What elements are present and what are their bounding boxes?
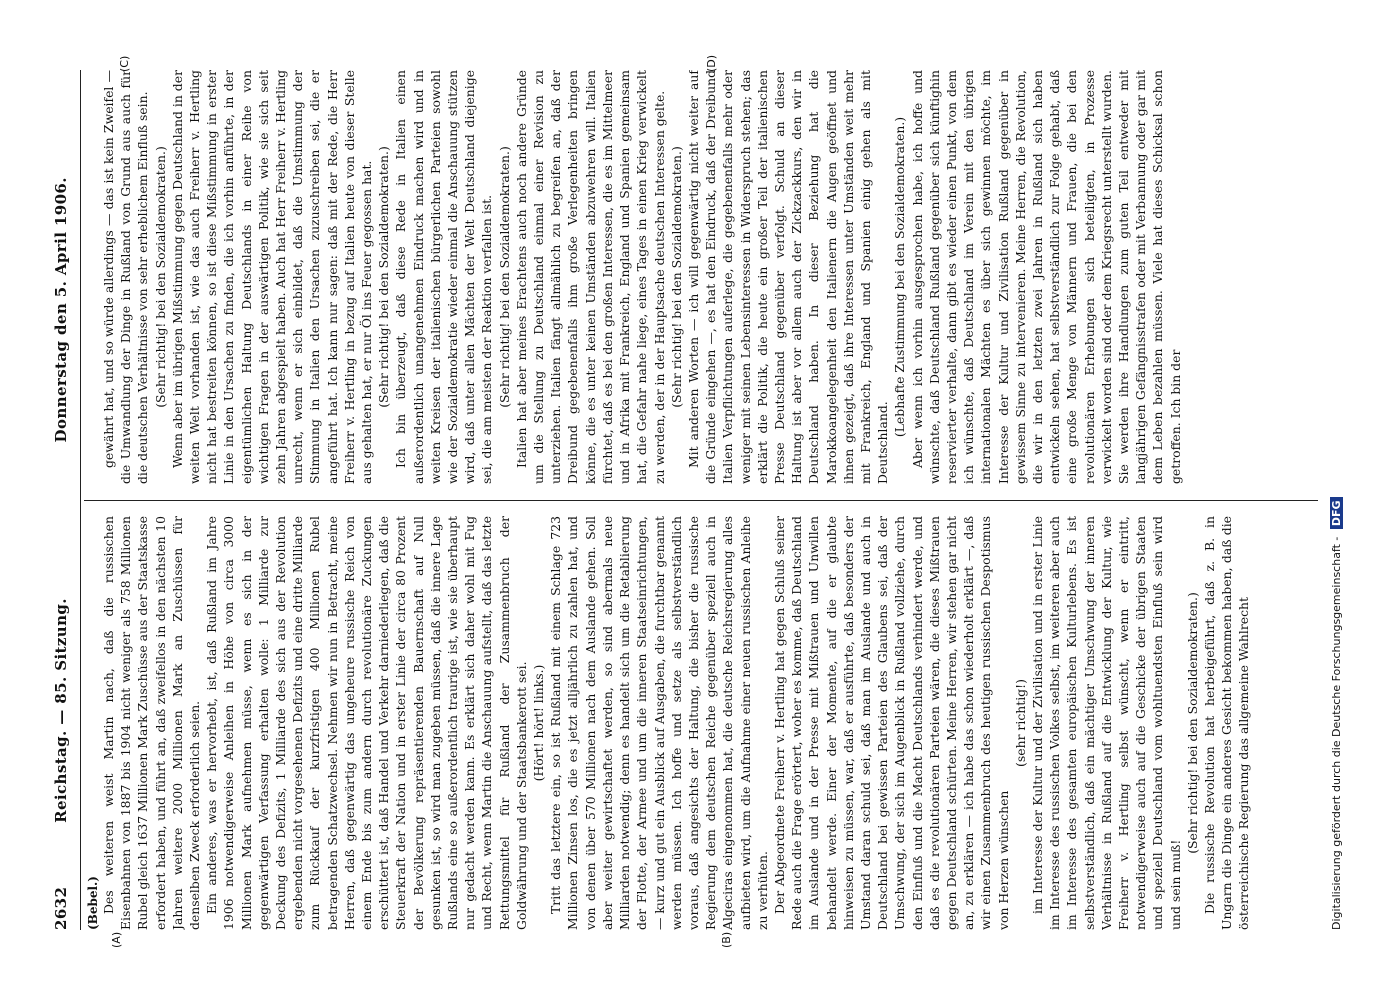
paragraph: (Sehr richtig! bei den Sozialdemokraten.) [376, 146, 392, 408]
paragraph: (Sehr richtig! bei den Sozialdemokraten.) [152, 146, 168, 408]
column-divider [84, 500, 1318, 501]
margin-mark-c: (C) [118, 55, 131, 72]
paragraph: Des weiteren weist Martin nach, daß die russischen Eisenbahnen von 1887 bis 1904 nicht weniger als 758 Millionen Rubel gleich 1637 Millionen Mark Zuschüsse aus der Staatskasse erfordert haben, und führt an, daß zweifellos in den nächsten 10 Jahren weitere 2000 Millionen Mark an Zuschüssen für denselben Zweck erforderlich seien. [101, 516, 203, 930]
margin-mark-b: (B) [720, 931, 733, 948]
header-titles [52, 70, 70, 930]
paragraph: (Sehr richtig! bei den Sozialdemokraten.) [668, 146, 684, 408]
page-header [52, 70, 78, 930]
right-column [100, 70, 1315, 484]
paragraph: Die russische Revolution hat herbeigeführt, daß z. B. in Ungarn die Dinge ein anderes Gesicht bekommen haben, daß die österreichische Regierung das allgemeine Wahlrecht [1202, 516, 1252, 930]
paragraph: (sehr richtig!) [1012, 679, 1028, 767]
header-right-title: Donnerstag den 5. April 1906. [52, 177, 70, 443]
paragraph: Ein anderes, was er hervorhebt, ist, daß Rußland im Jahre 1906 notwendigerweise Anleihen in Höhe von circa 3000 Millionen Mark aufnehmen müsse, wenn es sich in der gegenwärtigen Verfassung erhalten wolle: 1 Milliarde zur Deckung des Defizits, 1 Milliarde des sich aus der Revolution ergebenden nicht vorgesehenen Defizits und eine dritte Milliarde zum Rückkauf der kurzfristigen 400 Millionen Rubel betragenden Schatzwechsel. Nehmen wir nun in Betracht, meine Herren, daß gegenwärtig das ungeheure russische Reich von einem Ende bis zum andern durch revolutionäre Zuckungen erschüttert ist, daß Handel und Verkehr darniederliegen, daß die Steuerkraft der Nation und in erster Linie der circa 80 Prozent der Bevölkerung repräsentierenden Bauernschaft auf Null gesunken ist, so wird man zugeben müssen, daß die innere Lage Rußlands eine so außerordentlich traurige ist, wie sie überhaupt nur gedacht werden kann. Es erklärt sich daher wohl mit Fug und Recht, wenn Martin die Anschauung aufstellt, daß das letzte Rettungsmittel für Rußland der Zusammenbruch der Goldwährung und der Staatsbankerott sei. [204, 516, 529, 930]
paragraph: (Sehr richtig! bei den Sozialdemokraten.) [1184, 592, 1200, 854]
paragraph: Mit anderen Worten — ich will gegenwärtig nicht weiter auf die Gründe eingehen —, es hat den Eindruck, daß der Dreibund Italien Verpflichtungen auferlege, die gegebenenfalls mehr oder weniger mit seinen Lebensinteressen in Widerspruch stehen; das erklärt die Politik, die heute ein großer Teil der italienischen Presse Deutschland gegenüber verfolgt. Schuld an dieser Haltung ist aber vor allem auch der Zickzackkurs, den wir in Deutschland haben. In dieser Beziehung hat die Marokkoangelegenheit den Italienern die Augen geöffnet und ihnen gezeigt, daß ihre Interessen unter Umständen weit mehr mit Frankreich, England und Spanien einig gehen als mit Deutschland. [685, 70, 891, 484]
left-column [100, 516, 1315, 930]
margin-mark-d: (D) [705, 54, 718, 72]
header-rule [80, 70, 81, 930]
paragraph: Italien hat aber meines Erachtens auch noch andere Gründe um die Stellung zu Deutschland einmal einer Revision zu unterziehen. Italien fängt allmählich zu begreifen an, daß der Dreibund gegebenenfalls ihm große Verlegenheiten bringen könne, die es unter keinen Umständen abzuwehren will. Italien fürchtet, daß es bei den großen Interessen, die es im Mittelmeer und in Afrika mit Frankreich, England und Spanien gemeinsam hat, die Gefahr nahe liege, eines Tages in einen Krieg verwickelt zu werden, der in der Hauptsache deutschen Interessen gelte. [513, 70, 667, 484]
speaker-name: (Bebel.) [86, 876, 100, 930]
paragraph: Ich bin überzeugt, daß diese Rede in Italien einen außerordentlich unangenehmen Eindruck machen wird und in weiten Kreisen der italienischen bürgerlichen Parteien sowohl wie der Sozialdemokratie wieder einmal die Anschauung stützen wird, daß unter allen Mächten der Welt Deutschland diejenige sei, die am meisten der Reaktion verfallen ist. [393, 70, 495, 484]
paragraph: Der Abgeordnete Freiherr v. Hertling hat gegen Schluß seiner Rede auch die Frage erörtert, woher es komme, daß Deutschland im Auslande und in der Presse mit Mißtrauen und Unwillen behandelt werde. Einer der Momente, auf die er glaubte hinweisen zu müssen, war, daß er ausführte, daß besonders der Umstand daran schuld sei, daß man im Auslande und auch in Deutschland bei gewissen Parteien des Glaubens sei, daß der Umschwung, der sich im Augenblick in Rußland vollziehe, durch den Einfluß und die Macht Deutschlands verhindert werde, und daß es die revolutionären Parteien wären, die dieses Mißtrauen gegen Deutschland schürten. Meine Herren, wir stehen gar nicht an, zu erklären — ich habe das schon wiederholt erklärt —, daß wir einen Zusammenbruch des heutigen russischen Despotismus von Herzen wünschen [771, 516, 1011, 930]
paragraph: Tritt das letztere ein, so ist Rußland mit einem Schlage 723 Millionen Zinsen los, die es jetzt alljährlich zu zahlen hat, und von denen über 570 Millionen nach dem Auslande gehen. Soll aber weiter gewirtschaftet werden, so sind abermals neue Milliarden notwendig; denn es handelt sich um die Retablierung der Flotte, der Armee und um die inneren Staatseinrichtungen, — kurz und gut ein Ausblick auf Ausgaben, die furchtbar genannt werden müssen. Ich hoffe und setze als selbstverständlich voraus, daß angesichts der Haltung, die bisher die russische Regierung dem deutschen Reiche gegenüber speziell auch in Algeciras eingenommen hat, die deutsche Reichsregierung alles aufbieten wird, um die Aufnahme einer neuen russischen Anleihe zu verhüten. [548, 516, 770, 930]
paragraph: Aber wenn ich vorhin ausgesprochen habe, ich hoffe und wünschte, daß Deutschland Rußland gegenüber sich künftighin reservierter verhalte, dann gibt es wieder einen Punkt, von dem ich wünschte, daß Deutschland im Verein mit den übrigen internationalen Mächten es über sich gewinnen möchte, im Interesse der Kultur und Zivilisation Rußland gegenüber in gewissem Sinne zu intervenieren. Meine Herren, die Revolution, die wir in den letzten zwei Jahren in Rußland sich haben entwickeln sehen, hat selbstverständlich zur Folge gehabt, daß eine große Menge von Männern und Frauen, die bei den revolutionären Erhebungen sich beteiligten, in Prozesse verwickelt worden sind oder dem Kriegsrecht unterstellt wurden. Sie werden ihre Handlungen zum guten Teil entweder mit langjährigen Gefängnisstrafen oder mit Verbannung oder gar mit dem Leben bezahlen müssen. Viele hat dieses Schicksal schon getroffen. Ich bin der [909, 70, 1183, 484]
margin-mark-a: (A) [110, 931, 123, 948]
paragraph: gewährt hat, und so würde allerdings — das ist kein Zweifel — die Umwandlung der Dinge in Rußland von Grund aus auch für die deutschen Verhältnisse von sehr erheblichem Einfluß sein. [101, 70, 151, 484]
page-number: 2632 [52, 886, 70, 930]
paragraph: Wenn aber im übrigen Mißstimmung gegen Deutschland in der weiten Welt vorhanden ist, wie das auch Freiherr v. Hertling nicht hat bestreiten können, so ist diese Mißstimmung in erster Linie in den Ursachen zu finden, die ich vorhin anführte, in der eigentümlichen Haltung Deutschlands in einer Reihe von wichtigen Fragen in der auswärtigen Politik, wie sie sich seit zehn Jahren abgespielt haben. Auch hat Herr Freiherr v. Hertling unrecht, wenn er sich einbildet, daß die Umstimmung der Stimmung in Italien den Ursachen zuzuschreiben sei, die er angeführt hat. Ich kann nur sagen: daß mit der Rede, die Herr Freiherr v. Hertling in bezug auf Italien heute von dieser Stelle aus gehalten hat, er nur Öl ins Feuer gegossen hat. [169, 70, 375, 484]
paragraph: im Interesse der Kultur und der Zivilisation und in erster Linie im Interesse des russischen Volkes selbst, im weiteren aber auch im Interesse des gesamten europäischen Kulturlebens. Es ist selbstverständlich, daß ein mächtiger Umschwung der inneren Verhältnisse in Rußland auf die Entwicklung der Kultur, wie Freiherr v. Hertling selbst wünscht, wenn er eintritt, notwendigerweise auch auf die Geschicke der übrigen Staaten und speziell Deutschland vom wohltuendsten Einfluß sein wird und sein muß! [1029, 516, 1183, 930]
dfg-badge: DFG [1330, 497, 1343, 529]
header-left-title: Reichstag. — 85. Sitzung. [52, 598, 70, 823]
digitization-footer [1330, 70, 1343, 930]
footer-text: Digitalisierung gefördert durch die Deutsche Forschungsgemeinschaft - [1330, 536, 1343, 930]
paragraph: (Sehr richtig! bei den Sozialdemokraten.) [496, 146, 512, 408]
paragraph: (Hört! hört! links.) [531, 664, 547, 782]
paragraph: (Lebhafte Zustimmung bei den Sozialdemokraten.) [892, 116, 908, 438]
